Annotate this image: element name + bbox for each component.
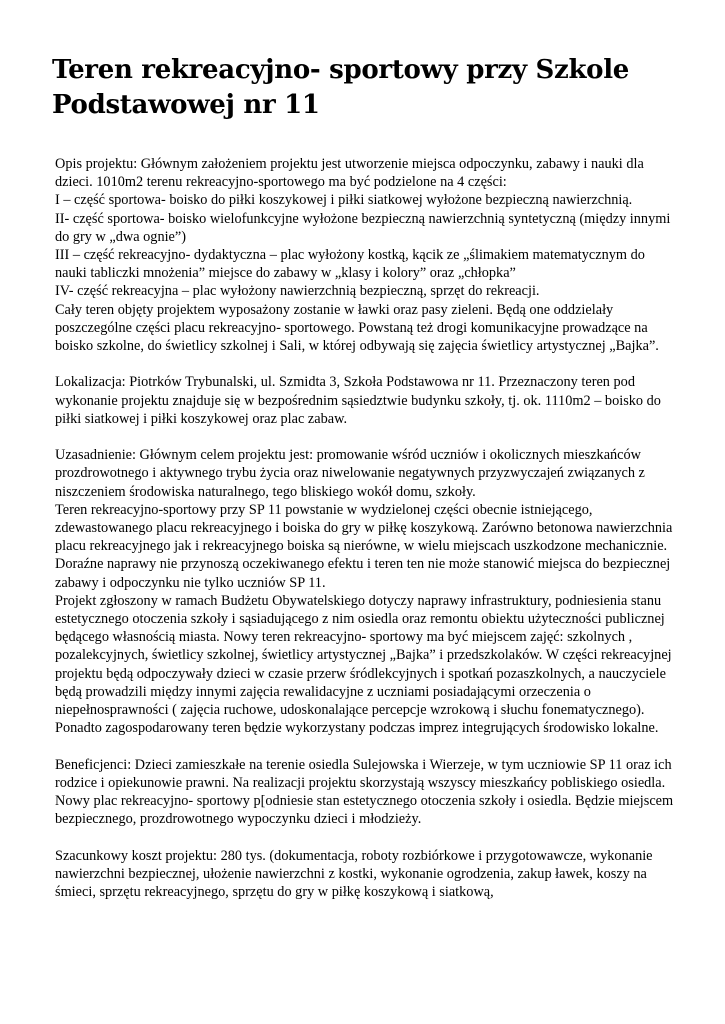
text-line: Lokalizacja: Piotrków Trybunalski, ul. Szmidta 3, Szkoła Podstawowa nr 11. Przeznaczony teren pod wykonanie projektu znajduje się w bezpośrednim sąsiedztwie budynku szkoły, tj. ok. 1110m2 – boisko do piłki siatkowej i piłki koszykowej oraz plac zabaw. [55,374,661,427]
text-line: Teren rekreacyjno-sportowy przy SP 11 powstanie w wydzielonej części obecnie istniejącego, zdewastowanego placu rekreacyjnego i boiska do gry w piłkę koszykową. Zarówno betonowa nawierzchnia placu rekreacyjnego jak i rekreacyjnego boiska są nierówne, w wielu miejscach uszkodzone mechanicznie. Doraźne naprawy nie przynoszą oczekiwanego efektu i teren ten nie może stanowić miejsca do bezpiecznej zabawy i odpoczynku nie tylko uczniów SP 11. [55,501,673,591]
text-line: IV- część rekreacyjna – plac wyłożony nawierzchnią bezpieczną, sprzęt do rekreacji. [55,283,540,300]
text-line: Szacunkowy koszt projektu: 280 tys. (dokumentacja, roboty rozbiórkowe i przygotowawcze, wykonanie nawierzchni bezpiecznej, ułożenie nawierzchni z kostki, wykonanie ogrodzenia, zakup ławek, koszy na śmieci, sprzętu rekreacyjnego, sprzętu do gry w piłkę koszykową i siatkową, [55,847,653,901]
paragraph-justification [55,446,675,737]
document-body [55,155,675,919]
document-title: Teren rekreacyjno- sportowy przy Szkole Podstawowej nr 11 [52,55,630,120]
text-line: Projekt zgłoszony w ramach Budżetu Obywatelskiego dotyczy naprawy infrastruktury, podniesienia stanu estetycznego otoczenia szkoły i sąsiadującego z nim osiedla oraz remontu obiektu użyteczności publicznej będącego własnością miasta. Nowy teren rekreacyjno- sportowy ma być miejscem zajęć: szkolnych , pozalekcyjnych, świetlicy szkolnej, świetlicy artystycznej „Bajka” i przedszkolaków. W części rekreacyjnej projektu będą odpoczywały dzieci w czasie przerw śródlekcyjnych i spotkań pozaszkolnych, a nauczyciele będą prowadzili między innymi zajęcia rewalidacyjne z uczniami posiadającymi orzeczenia o niepełnosprawności ( zajęcia ruchowe, udoskonalające percepcje wzrokową i słuchu fonematycznego). Ponadto zagospodarowany teren będzie wykorzystany podczas imprez integrujących środowisko lokalne. [55,592,672,737]
paragraph-estimated-cost [55,847,675,902]
text-line: I – część sportowa- boisko do piłki koszykowej i piłki siatkowej wyłożone bezpieczną nawierzchnią. [55,192,633,209]
text-line: Beneficjenci: Dzieci zamieszkałe na terenie osiedla Sulejowska i Wierzeje, w tym uczniowie SP 11 oraz ich rodzice i opiekunowie prawni. Na realizacji projektu skorzystają wszyscy mieszkańcy pobliskiego osiedla. Nowy plac rekreacyjno- sportowy p[odniesie stan estetycznego otoczenia szkoły i osiedla. Będzie miejscem bezpiecznego, prozdrowotnego wypoczynku dzieci i młodzieży. [55,756,674,828]
paragraph-description [55,155,675,355]
text-line: II- część sportowa- boisko wielofunkcyjne wyłożone bezpieczną nawierzchnią syntetyczną (między innymi do gry w „dwa ognie”) [55,210,671,245]
text-line: III – część rekreacyjno- dydaktyczna – plac wyłożony kostką, kącik ze „ślimakiem matematycznym do nauki tabliczki mnożenia” miejsce do zabawy w „klasy i kolory” oraz „chłopka” [55,247,645,282]
text-line: Opis projektu: Głównym założeniem projektu jest utworzenie miejsca odpoczynku, zabawy i nauki dla dzieci. 1010m2 terenu rekreacyjno-sportowego ma być podzielone na 4 części: [55,156,644,191]
text-line: Cały teren objęty projektem wyposażony zostanie w ławki oraz pasy zieleni. Będą one oddzielały poszczególne części placu rekreacyjno- sportowego. Powstaną też drogi komunikacyjne prowadzące na boisko szkolne, do świetlicy szkolnej i Sali, w której odbywają się zajęcia świetlicy artystycznej „Bajka”. [55,301,659,355]
paragraph-beneficiaries [55,756,675,829]
text-line: Uzasadnienie: Głównym celem projektu jest: promowanie wśród uczniów i okolicznych mieszkańców prozdrowotnego i aktywnego trybu życia oraz niwelowanie negatywnych przyzwyczajeń związanych z niszczeniem środowiska naturalnego, tego bliskiego wokół domu, szkoły. [55,447,645,500]
paragraph-location [55,373,675,428]
